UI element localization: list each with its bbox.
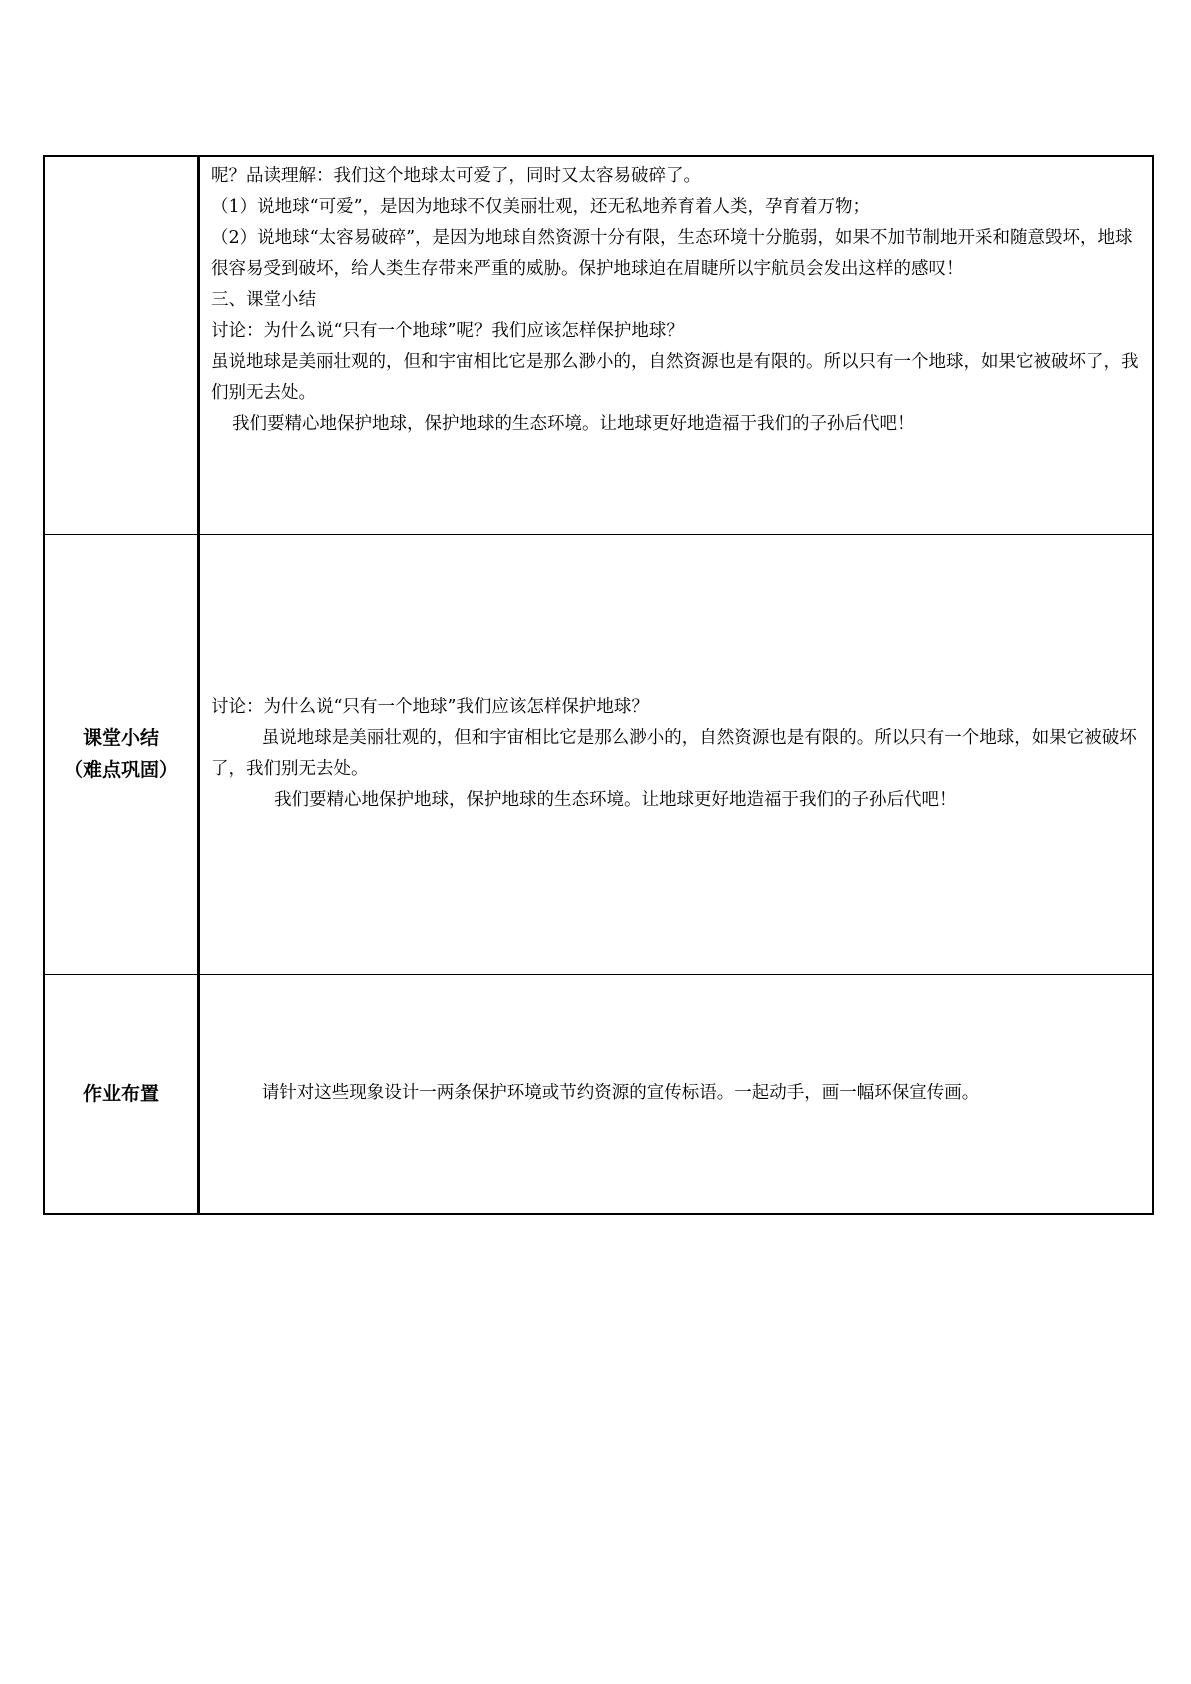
paragraph: （1）说地球“可爱”，是因为地球不仅美丽壮观，还无私地养育着人类，孕育着万物；: [211, 197, 871, 217]
section-heading: 三、课堂小结: [211, 290, 316, 310]
paragraph: （2）说地球“太容易破碎”，是因为地球自然资源十分有限，生态环境十分脆弱，如果不加节制地开采和随意毁坏，地球很容易受到破坏，给人类生存带来严重的威胁。保护地球迫在眉睫所以宇航员会发出这样的感叹！: [211, 228, 1133, 279]
row-label: 作业布置: [82, 1082, 159, 1105]
table-row: [44, 974, 1153, 1214]
row-content-cell: [199, 974, 1154, 1214]
cell-text-block: [200, 692, 1152, 816]
paragraph: 请针对这些现象设计一两条保护环境或节约资源的宣传标语。一起动手，画一幅环保宣传画。: [261, 1083, 980, 1104]
row-label-cell: [44, 156, 199, 534]
paragraph: 讨论：为什么说“只有一个地球”我们应该怎样保护地球？: [211, 697, 649, 717]
row-content-cell: [199, 534, 1154, 974]
cell-text-block: [200, 157, 1152, 505]
paragraph: 我们要精心地保护地球，保护地球的生态环境。让地球更好地造福于我们的子孙后代吧！: [274, 790, 957, 810]
row-label-line1: 课堂小结: [82, 727, 159, 749]
row-label-cell: [44, 974, 199, 1214]
paragraph: 虽说地球是美丽壮观的，但和宇宙相比它是那么渺小的，自然资源也是有限的。所以只有一个地球，如果它被破坏了，我们别无去处。: [211, 728, 1137, 779]
table-row: [44, 534, 1153, 974]
row-content-cell: [199, 156, 1154, 534]
row-label-cell: [44, 534, 199, 974]
row-label-line2: （难点巩固）: [63, 759, 178, 781]
paragraph: 讨论：为什么说“只有一个地球”呢？我们应该怎样保护地球？: [211, 321, 684, 341]
table-row: [44, 156, 1153, 534]
cell-text-block: [200, 1078, 1152, 1109]
paragraph: 我们要精心地保护地球，保护地球的生态环境。让地球更好地造福于我们的子孙后代吧！: [232, 414, 915, 434]
paragraph: 虽说地球是美丽壮观的，但和宇宙相比它是那么渺小的，自然资源也是有限的。所以只有一个地球，如果它被破坏了，我们别无去处。: [211, 352, 1139, 403]
paragraph: 呢？品读理解：我们这个地球太可爱了，同时又太容易破碎了。: [211, 166, 701, 186]
lesson-plan-table: [43, 155, 1154, 1215]
